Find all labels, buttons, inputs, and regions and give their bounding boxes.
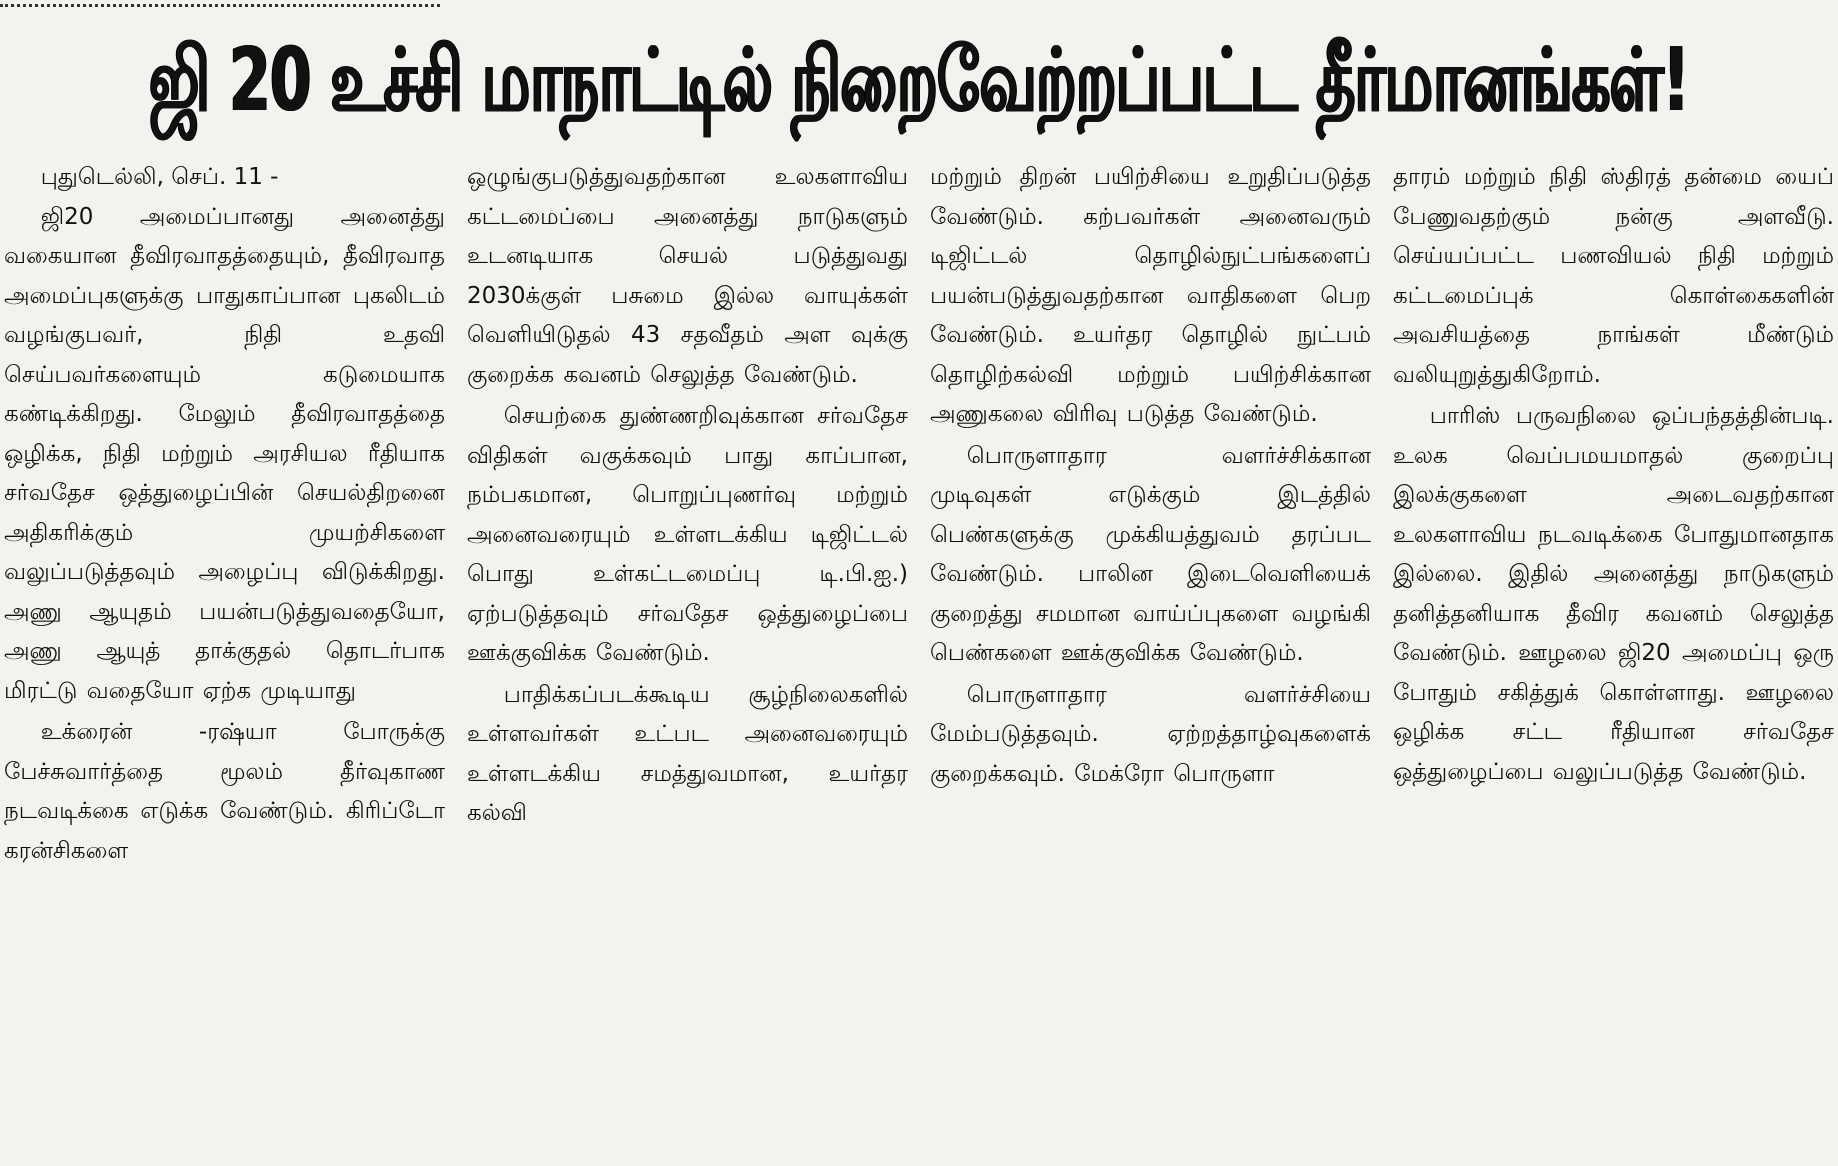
- paragraph: மற்றும் திறன் பயிற்சியை உறுதிப்படுத்த வேண்டும். கற்பவர்கள் அனைவரும் டிஜிட்டல் தொழில்நுட்பங்களைப் பயன்படுத்துவதற்கான வாதிகளை பெற வேண்டும். உயர்தர தொழில் நுட்பம் தொழிற்கல்வி மற்றும் பயிற்சிக்கான அணுகலை விரிவு படுத்த வேண்டும்.: [930, 164, 1371, 427]
- dateline: புதுடெல்லி, செப். 11 -: [40, 164, 279, 190]
- paragraph: பாரிஸ் பருவநிலை ஒப்பந்தத்தின்படி. உலக வெப்பமயமாதல் குறைப்பு இலக்குகளை அடைவதற்கான உலகளாவிய நடவடிக்கை போதுமானதாக இல்லை. இதில் அனைத்து நாடுகளும் தனித்தனியாக தீவிர கவனம் செலுத்த வேண்டும். ஊழலை ஜி20 அமைப்பு ஒரு போதும் சகித்துக் கொள்ளாது. ஊழலை ஒழிக்க சட்ட ரீதியான சர்வதேச ஒத்துழைப்பை வலுப்படுத்த வேண்டும்.: [1393, 403, 1834, 785]
- column-4: [1393, 158, 1834, 1162]
- paragraph: ஒழுங்குபடுத்துவதற்கான உலகளாவிய கட்டமைப்பை அனைத்து நாடுகளும் உடனடியாக செயல் படுத்துவது 2030க்குள் பசுமை இல்ல வாயுக்கள் வெளியிடுதல் 43 சதவீதம் அள வுக்கு குறைக்க கவனம் செலுத்த வேண்டும்.: [467, 164, 908, 388]
- column-1: [4, 158, 445, 1162]
- paragraph: உக்ரைன் -ரஷ்யா போருக்கு பேச்சுவார்த்தை மூலம் தீர்வுகாண நடவடிக்கை எடுக்க வேண்டும். கிரிப்டோ கரன்சிகளை: [4, 719, 445, 864]
- paragraph: பொருளாதார வளர்ச்சிக்கான முடிவுகள் எடுக்கும் இடத்தில் பெண்களுக்கு முக்கியத்துவம் தரப்பட வேண்டும். பாலின இடைவெளியைக் குறைத்து சமமான வாய்ப்புகளை வழங்கி பெண்களை ஊக்குவிக்க வேண்டும்.: [930, 442, 1371, 666]
- headline: ஜி 20 உச்சி மாநாட்டில் நிறைவேற்றப்பட்ட தீர்மானங்கள்!: [149, 30, 1689, 132]
- column-3: [930, 158, 1371, 1162]
- article-body: [4, 158, 1834, 1162]
- paragraph: பொருளாதார வளர்ச்சியை மேம்படுத்தவும். ஏற்றத்தாழ்வுகளைக் குறைக்கவும். மேக்ரோ பொருளா: [930, 681, 1371, 787]
- paragraph: தாரம் மற்றும் நிதி ஸ்திரத் தன்மை யைப் பேணுவதற்கும் நன்கு அளவீடு. செய்யப்பட்ட பணவியல் நிதி மற்றும் கட்டமைப்புக் கொள்கைகளின் அவசியத்தை நாங்கள் மீண்டும் வலியுறுத்துகிறோம்.: [1393, 164, 1834, 388]
- paragraph: ஜி20 அமைப்பானது அனைத்து வகையான தீவிரவாதத்தையும், தீவிரவாத அமைப்புகளுக்கு பாதுகாப்பான புகலிடம் வழங்குபவர், நிதி உதவி செய்பவர்களையும் கடுமையாக கண்டிக்கிறது. மேலும் தீவிரவாதத்தை ஒழிக்க, நிதி மற்றும் அரசியல ரீதியாக சர்வதேச ஒத்துழைப்பின் செயல்திறனை அதிகரிக்கும் முயற்சிகளை வலுப்படுத்தவும் அழைப்பு விடுக்கிறது. அணு ஆயுதம் பயன்படுத்துவதையோ, அணு ஆயுத் தாக்குதல் தொடர்பாக மிரட்டு வதையோ ஏற்க முடியாது: [4, 203, 445, 704]
- column-2: [467, 158, 908, 1162]
- paragraph: பாதிக்கப்படக்கூடிய சூழ்நிலைகளில் உள்ளவர்கள் உட்பட அனைவரையும் உள்ளடக்கிய சமத்துவமான, உயர்தர கல்வி: [467, 681, 908, 826]
- paragraph: செயற்கை துண்ணறிவுக்கான சர்வதேச விதிகள் வகுக்கவும் பாது காப்பான, நம்பகமான, பொறுப்புணர்வு மற்றும் அனைவரையும் உள்ளடக்கிய டிஜிட்டல் பொது உள்கட்டமைப்பு டி.பி.ஐ.) ஏற்படுத்தவும் சர்வதேச ஒத்துழைப்பை ஊக்குவிக்க வேண்டும்.: [467, 403, 908, 666]
